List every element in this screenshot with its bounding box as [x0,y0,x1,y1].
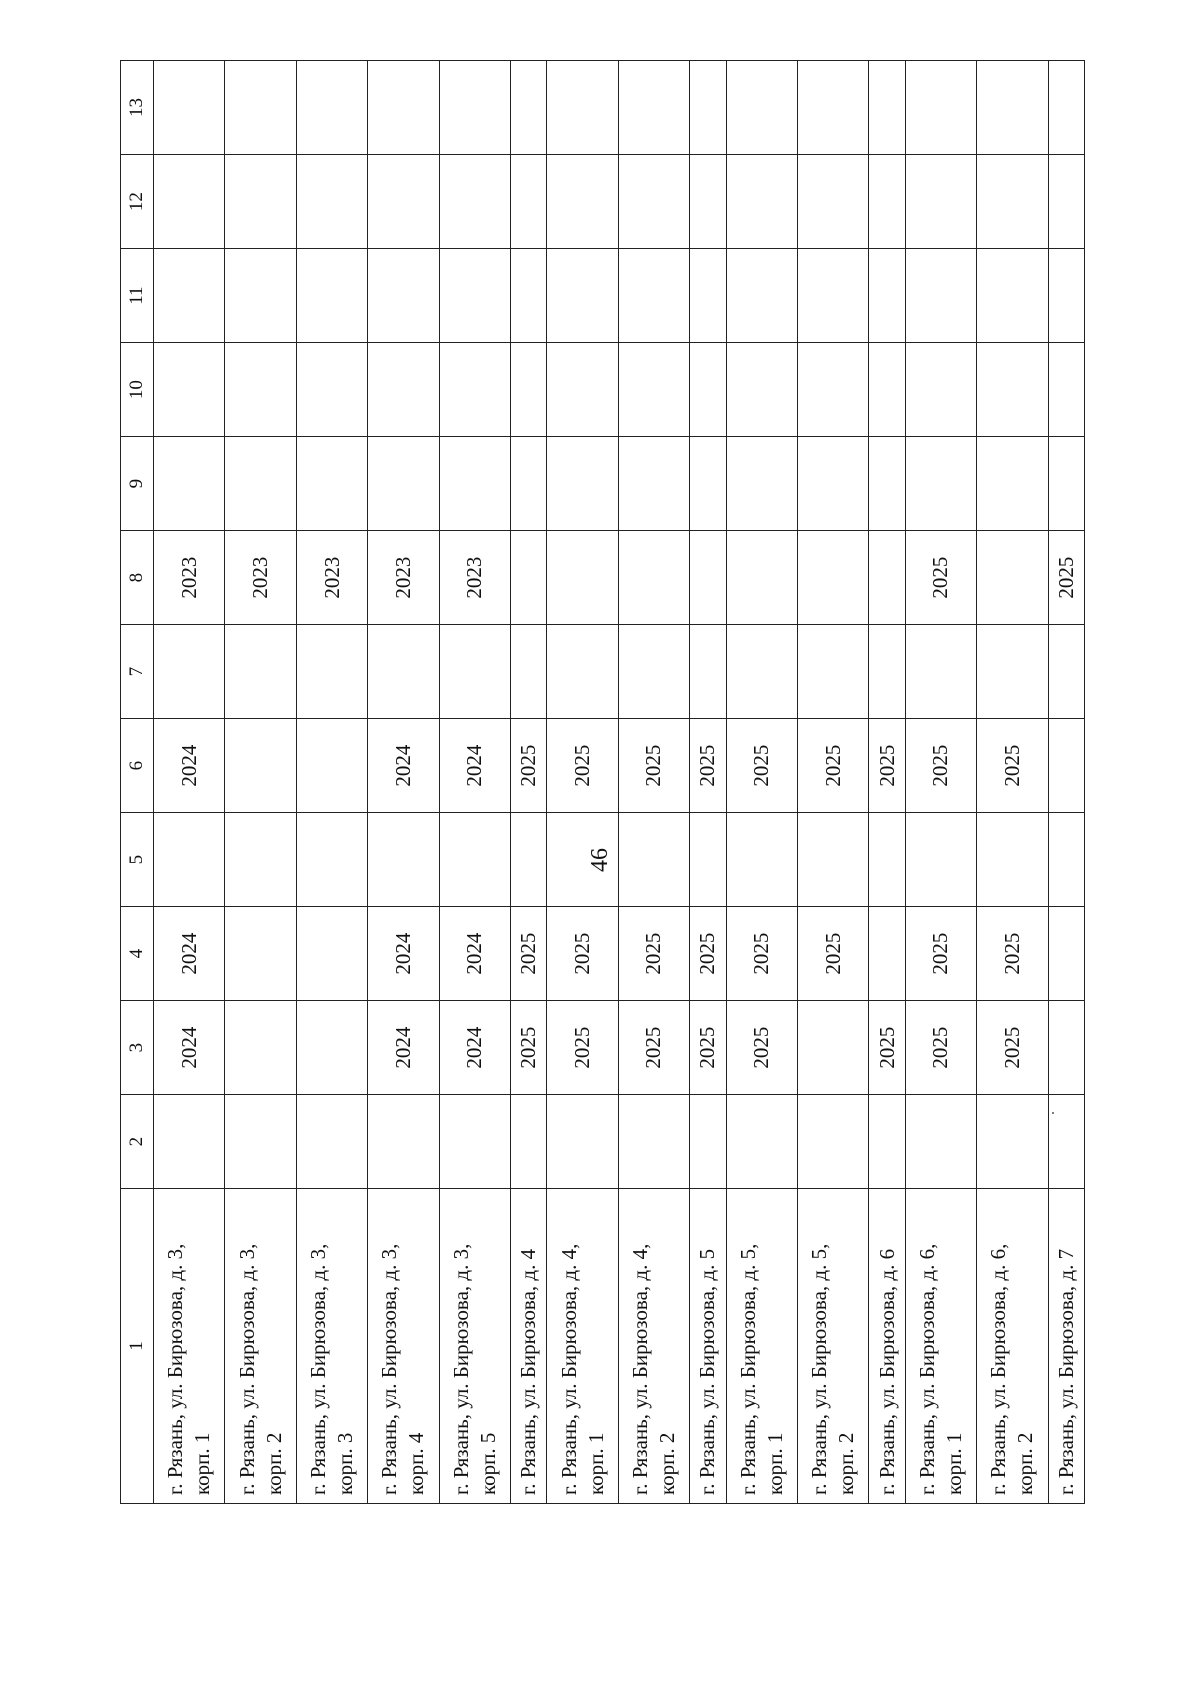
year-cell-c12 [690,155,726,249]
table-row [296,61,367,1504]
year-cell-c3: 2025 [511,1001,547,1095]
year-cell-c13 [618,61,689,155]
column-header-7: 7 [121,625,154,719]
table-row [154,61,225,1504]
year-cell-c9 [296,437,367,531]
year-cell-c8: 2025 [1048,531,1085,625]
year-cell-c12 [225,155,296,249]
year-cell-c5 [368,813,439,907]
year-cell-c11 [905,249,976,343]
address-cell: г. Рязань, ул. Бирюзова, д. 5, корп. 2 [797,1189,868,1504]
year-cell-c6: 2025 [511,719,547,813]
year-cell-c2 [905,1095,976,1189]
table-row [225,61,296,1504]
year-cell-c13 [690,61,726,155]
table-body [154,61,1085,1504]
table-header-row [121,61,154,1504]
year-cell-c4 [296,907,367,1001]
year-cell-c4 [869,907,905,1001]
year-cell-c12 [296,155,367,249]
address-cell: г. Рязань, ул. Бирюзова, д. 6, корп. 2 [977,1189,1048,1504]
year-cell-c7 [225,625,296,719]
year-cell-c11 [368,249,439,343]
column-header-2: 2 [121,1095,154,1189]
year-cell-c11 [869,249,905,343]
year-cell-c11 [439,249,510,343]
year-cell-c10 [797,343,868,437]
year-cell-c9 [1048,437,1085,531]
address-cell: г. Рязань, ул. Бирюзова, д. 5 [690,1189,726,1504]
year-cell-c4: 2025 [618,907,689,1001]
year-cell-c10 [547,343,618,437]
year-cell-c13 [511,61,547,155]
column-header-1: 1 [121,1189,154,1504]
year-cell-c3 [225,1001,296,1095]
year-cell-c5 [797,813,868,907]
year-cell-c12 [977,155,1048,249]
year-cell-c9 [511,437,547,531]
year-cell-c5 [296,813,367,907]
table-row [726,61,797,1504]
column-header-4: 4 [121,907,154,1001]
table-row [1048,61,1085,1504]
year-cell-c12 [511,155,547,249]
year-cell-c12 [154,155,225,249]
year-cell-c3: 2024 [154,1001,225,1095]
column-header-6: 6 [121,719,154,813]
year-cell-c12 [905,155,976,249]
year-cell-c9 [905,437,976,531]
address-cell: г. Рязань, ул. Бирюзова, д. 6, корп. 1 [905,1189,976,1504]
address-cell: г. Рязань, ул. Бирюзова, д. 3, корп. 2 [225,1189,296,1504]
year-cell-c4 [1048,907,1085,1001]
year-cell-c2 [439,1095,510,1189]
year-cell-c8: 2023 [225,531,296,625]
year-cell-c7 [1048,625,1085,719]
year-cell-c10 [439,343,510,437]
address-cell: г. Рязань, ул. Бирюзова, д. 3, корп. 4 [368,1189,439,1504]
year-cell-c2 [511,1095,547,1189]
year-cell-c6 [296,719,367,813]
year-cell-c10 [905,343,976,437]
year-cell-c8: 2025 [905,531,976,625]
year-cell-c3: 2024 [439,1001,510,1095]
year-cell-c4: 2025 [511,907,547,1001]
table-row [977,61,1048,1504]
year-cell-c4: 2025 [977,907,1048,1001]
address-cell: г. Рязань, ул. Бирюзова, д. 3, корп. 3 [296,1189,367,1504]
year-cell-c5 [690,813,726,907]
year-cell-c13 [225,61,296,155]
year-cell-c3 [1048,1001,1085,1095]
year-cell-c2 [797,1095,868,1189]
year-cell-c7 [547,625,618,719]
column-header-3: 3 [121,1001,154,1095]
year-cell-c11 [511,249,547,343]
year-cell-c9 [977,437,1048,531]
address-cell: г. Рязань, ул. Бирюзова, д. 7 [1048,1189,1085,1504]
year-cell-c9 [797,437,868,531]
year-cell-c5 [1048,813,1085,907]
year-cell-c6: 2024 [154,719,225,813]
year-cell-c10 [1048,343,1085,437]
year-cell-c13 [547,61,618,155]
year-cell-c10 [368,343,439,437]
year-cell-c3: 2025 [905,1001,976,1095]
year-cell-c3 [296,1001,367,1095]
address-cell: г. Рязань, ул. Бирюзова, д. 6 [869,1189,905,1504]
year-cell-c11 [977,249,1048,343]
year-cell-c5 [726,813,797,907]
year-cell-c6 [1048,719,1085,813]
year-cell-c4: 2025 [547,907,618,1001]
year-cell-c5 [547,813,618,907]
year-cell-c3: 2025 [690,1001,726,1095]
year-cell-c12 [1048,155,1085,249]
year-cell-c5 [225,813,296,907]
year-cell-c4: 2024 [368,907,439,1001]
column-header-12: 12 [121,155,154,249]
year-cell-c2 [869,1095,905,1189]
year-cell-c2 [296,1095,367,1189]
year-cell-c10 [225,343,296,437]
year-cell-c6: 2025 [618,719,689,813]
schedule-table [120,60,1085,1504]
year-cell-c4: 2024 [439,907,510,1001]
year-cell-c7 [869,625,905,719]
year-cell-c6: 2024 [439,719,510,813]
year-cell-c11 [797,249,868,343]
year-cell-c13 [977,61,1048,155]
year-cell-c5 [618,813,689,907]
year-cell-c7 [511,625,547,719]
year-cell-c3: 2025 [547,1001,618,1095]
table-row [547,61,618,1504]
year-cell-c2 [547,1095,618,1189]
year-cell-c13 [905,61,976,155]
year-cell-c9 [726,437,797,531]
year-cell-c11 [726,249,797,343]
year-cell-c3: 2025 [869,1001,905,1095]
year-cell-c3: 2025 [618,1001,689,1095]
address-cell: г. Рязань, ул. Бирюзова, д. 4 [511,1189,547,1504]
year-cell-c10 [296,343,367,437]
year-cell-c7 [690,625,726,719]
year-cell-c3 [797,1001,868,1095]
year-cell-c8 [797,531,868,625]
column-header-10: 10 [121,343,154,437]
year-cell-c6: 2025 [869,719,905,813]
year-cell-c11 [618,249,689,343]
year-cell-c5 [154,813,225,907]
year-cell-c5 [905,813,976,907]
year-cell-c11 [225,249,296,343]
year-cell-c5 [439,813,510,907]
year-cell-c12 [547,155,618,249]
column-header-13: 13 [121,61,154,155]
year-cell-c8 [869,531,905,625]
table-row [618,61,689,1504]
year-cell-c11 [1048,249,1085,343]
year-cell-c6 [225,719,296,813]
year-cell-c2 [225,1095,296,1189]
year-cell-c10 [618,343,689,437]
year-cell-c11 [154,249,225,343]
year-cell-c9 [439,437,510,531]
table-row [368,61,439,1504]
address-cell: г. Рязань, ул. Бирюзова, д. 4, корп. 2 [618,1189,689,1504]
column-header-8: 8 [121,531,154,625]
year-cell-c7 [296,625,367,719]
column-header-11: 11 [121,249,154,343]
year-cell-c2 [977,1095,1048,1189]
address-cell: г. Рязань, ул. Бирюзова, д. 5, корп. 1 [726,1189,797,1504]
year-cell-c7 [726,625,797,719]
year-cell-c7 [905,625,976,719]
year-cell-c6: 2025 [797,719,868,813]
year-cell-c2 [1048,1095,1085,1189]
scan-speck [1052,1112,1054,1114]
year-cell-c2 [726,1095,797,1189]
year-cell-c10 [977,343,1048,437]
year-cell-c13 [439,61,510,155]
address-cell: г. Рязань, ул. Бирюзова, д. 3, корп. 5 [439,1189,510,1504]
table-row [511,61,547,1504]
schedule-table-wrapper [120,60,1085,1504]
year-cell-c8: 2023 [368,531,439,625]
year-cell-c6: 2025 [905,719,976,813]
year-cell-c4: 2025 [690,907,726,1001]
column-header-9: 9 [121,437,154,531]
year-cell-c8: 2023 [296,531,367,625]
year-cell-c11 [296,249,367,343]
year-cell-c13 [368,61,439,155]
year-cell-c4: 2024 [154,907,225,1001]
year-cell-c6: 2025 [547,719,618,813]
year-cell-c12 [368,155,439,249]
year-cell-c9 [368,437,439,531]
year-cell-c8: 2023 [154,531,225,625]
year-cell-c4: 2025 [905,907,976,1001]
year-cell-c3: 2025 [977,1001,1048,1095]
table-row [797,61,868,1504]
year-cell-c11 [690,249,726,343]
year-cell-c4: 2025 [726,907,797,1001]
year-cell-c13 [296,61,367,155]
year-cell-c8: 2023 [439,531,510,625]
year-cell-c12 [618,155,689,249]
year-cell-c2 [154,1095,225,1189]
year-cell-c9 [547,437,618,531]
table-row [690,61,726,1504]
year-cell-c8 [977,531,1048,625]
table-row [869,61,905,1504]
year-cell-c7 [439,625,510,719]
page-number: 46 [587,848,613,872]
year-cell-c9 [690,437,726,531]
year-cell-c10 [869,343,905,437]
year-cell-c7 [977,625,1048,719]
address-cell: г. Рязань, ул. Бирюзова, д. 3, корп. 1 [154,1189,225,1504]
year-cell-c12 [797,155,868,249]
schedule-table-rotation [120,60,1085,1504]
year-cell-c8 [726,531,797,625]
year-cell-c4 [225,907,296,1001]
year-cell-c3: 2024 [368,1001,439,1095]
year-cell-c8 [511,531,547,625]
year-cell-c13 [726,61,797,155]
year-cell-c10 [511,343,547,437]
year-cell-c9 [154,437,225,531]
table-row [439,61,510,1504]
year-cell-c12 [439,155,510,249]
year-cell-c4: 2025 [797,907,868,1001]
year-cell-c7 [797,625,868,719]
year-cell-c9 [618,437,689,531]
year-cell-c10 [726,343,797,437]
year-cell-c9 [225,437,296,531]
year-cell-c8 [690,531,726,625]
table-row [905,61,976,1504]
year-cell-c5 [869,813,905,907]
year-cell-c10 [690,343,726,437]
year-cell-c13 [1048,61,1085,155]
address-cell: г. Рязань, ул. Бирюзова, д. 4, корп. 1 [547,1189,618,1504]
column-header-5: 5 [121,813,154,907]
year-cell-c13 [869,61,905,155]
year-cell-c5 [511,813,547,907]
year-cell-c13 [797,61,868,155]
year-cell-c7 [154,625,225,719]
year-cell-c10 [154,343,225,437]
year-cell-c2 [618,1095,689,1189]
year-cell-c6: 2025 [977,719,1048,813]
year-cell-c2 [690,1095,726,1189]
year-cell-c3: 2025 [726,1001,797,1095]
year-cell-c13 [154,61,225,155]
year-cell-c11 [547,249,618,343]
year-cell-c12 [869,155,905,249]
year-cell-c6: 2025 [690,719,726,813]
year-cell-c9 [869,437,905,531]
year-cell-c6: 2024 [368,719,439,813]
year-cell-c8 [618,531,689,625]
year-cell-c2 [368,1095,439,1189]
year-cell-c7 [618,625,689,719]
year-cell-c5 [977,813,1048,907]
year-cell-c6: 2025 [726,719,797,813]
year-cell-c7 [368,625,439,719]
year-cell-c12 [726,155,797,249]
year-cell-c8 [547,531,618,625]
